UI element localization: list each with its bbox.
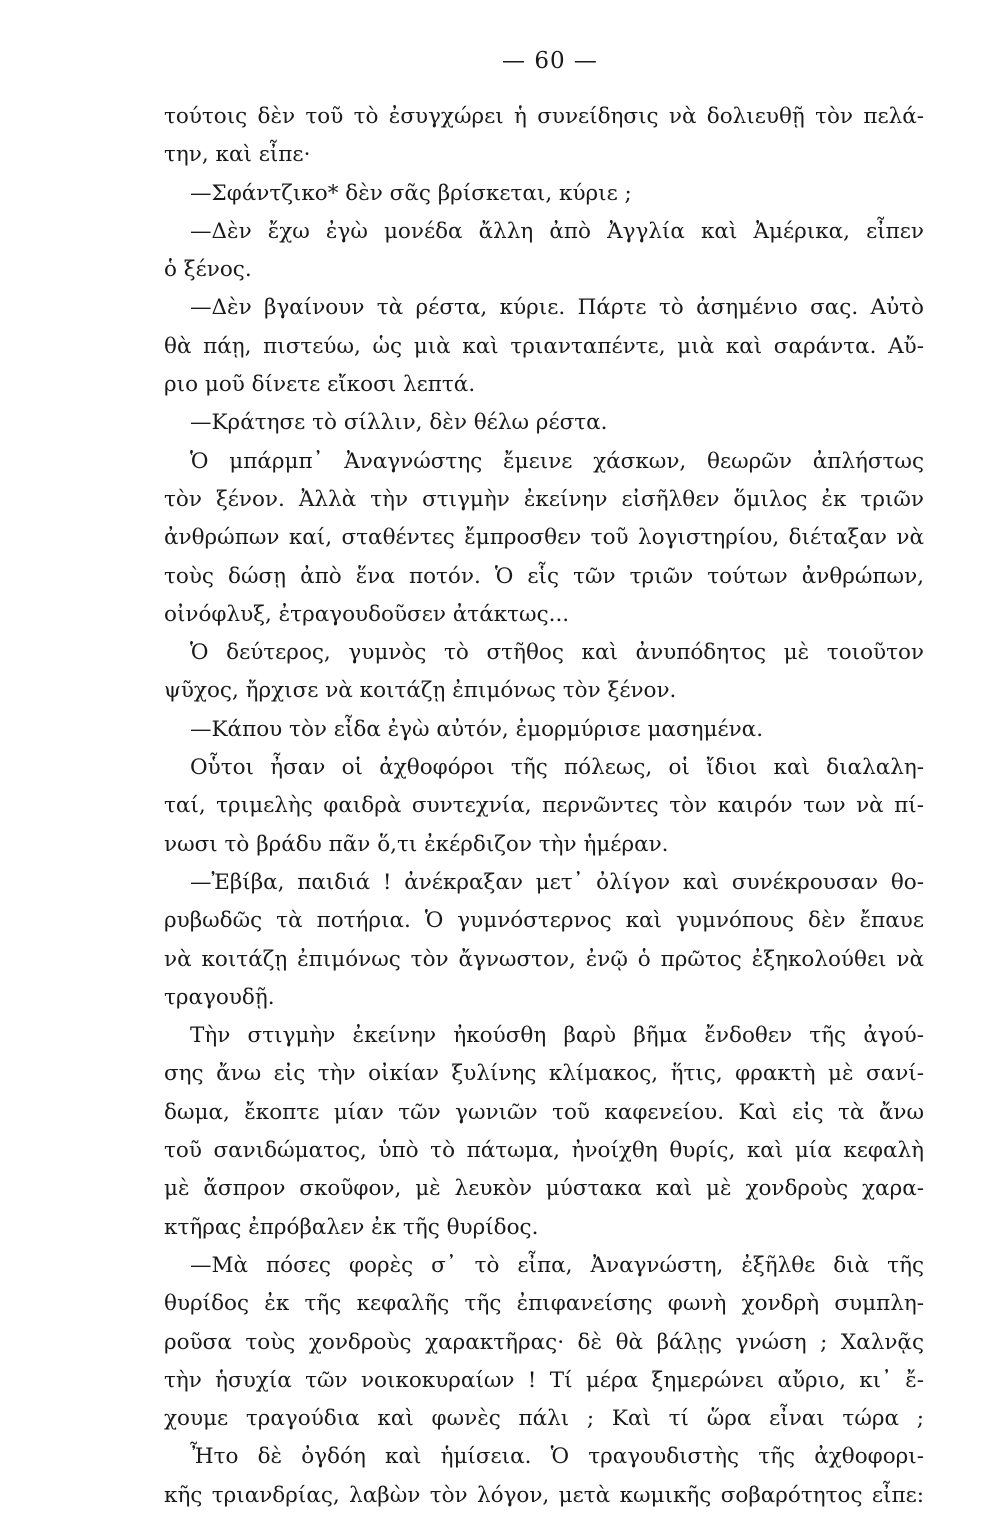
text-line: —Δὲν ἔχω ἐγὼ μονέδα ἄλλη ἀπὸ Ἀγγλία καὶ Ἀμέρικα, εἶπεν — [190, 218, 924, 244]
text-line: —Κάπου τὸν εἶδα ἐγὼ αὐτόν, ἐμορμύρισε μασημένα. — [190, 716, 764, 742]
text-line: Τὴν στιγμὴν ἐκείνην ἠκούσθη βαρὺ βῆμα ἔνδοθεν τῆς ἀγού- — [190, 1023, 924, 1049]
text-line: —Σφάντζικο* δὲν σᾶς βρίσκεται, κύριε ; — [190, 180, 632, 206]
text-line: Ὁ δεύτερος, γυμνὸς τὸ στῆθος καὶ ἀνυπόδητος μὲ τοιοῦτον — [190, 640, 924, 666]
text-line: τὸν ξένον. Ἀλλὰ τὴν στιγμὴν ἐκείνην εἰσῆλθεν ὅμιλος ἐκ τριῶν — [164, 486, 924, 512]
text-line: —Μὰ πόσες φορὲς σ᾽ τὸ εἶπα, Ἀναγνώστη, ἐξῆλθε διὰ τῆς — [190, 1252, 924, 1278]
text-line: Ἦτο δὲ ὀγδόη καὶ ἡμίσεια. Ὁ τραγουδιστὴς τῆς ἀχθοφορι- — [190, 1444, 924, 1470]
text-line: ρυβωδῶς τὰ ποτήρια. Ὁ γυμνόστερνος καὶ γυμνόπους δὲν ἔπαυε — [164, 908, 924, 934]
text-line: ἀνθρώπων καί, σταθέντες ἔμπροσθεν τοῦ λογιστηρίου, διέταξαν νὰ — [164, 525, 924, 551]
text-line: ριο μοῦ δίνετε εἴκοσι λεπτά. — [164, 372, 476, 398]
text-line: θυρίδος ἐκ τῆς κεφαλῆς τῆς ἐπιφανείσης φωνὴ χονδρὴ συμπλη- — [164, 1291, 924, 1317]
text-line: —Δὲν βγαίνουν τὰ ρέστα, κύριε. Πάρτε τὸ ἀσημένιο σας. Αὐτὸ — [190, 295, 924, 321]
text-line: νὰ κοιτάζῃ ἐπιμόνως τὸν ἄγνωστον, ἐνῷ ὁ πρῶτος ἐξηκολούθει νὰ — [164, 946, 924, 972]
text-line: —Ἐβίβα, παιδιά ! ἀνέκραξαν μετ᾽ ὀλίγον καὶ συνέκρουσαν θο- — [190, 869, 924, 895]
text-line: κῆς τριανδρίας, λαβὼν τὸν λόγον, μετὰ κωμικῆς σοβαρότητος εἶπε: — [164, 1482, 924, 1508]
text-line: τοῦ σανιδώματος, ὑπὸ τὸ πάτωμα, ἠνοίχθη θυρίς, καὶ μία κεφαλὴ — [164, 1138, 924, 1164]
text-line: μὲ ἄσπρον σκοῦφον, μὲ λευκὸν μύστακα καὶ μὲ χονδροὺς χαρα- — [164, 1176, 924, 1202]
text-line: θὰ πάῃ, πιστεύω, ὡς μιὰ καὶ τριανταπέντε, μιὰ καὶ σαράντα. Αὔ- — [164, 333, 924, 359]
text-line: νωσι τὸ βράδυ πᾶν ὅ,τι ἐκέρδιζον τὴν ἡμέραν. — [164, 831, 669, 857]
text-line: —Κράτησε τὸ σίλλιν, δὲν θέλω ρέστα. — [190, 410, 608, 436]
body-text — [164, 98, 924, 1515]
text-line: τὴν ἡσυχία τῶν νοικοκυραίων ! Τί μέρα ξημερώνει αὔριο, κι᾽ ἔ- — [164, 1367, 924, 1393]
text-line: Ὁ μπάρμπ᾽ Ἀναγνώστης ἔμεινε χάσκων, θεωρῶν ἀπλήστως — [190, 448, 924, 474]
text-line: τραγουδῇ. — [164, 984, 275, 1010]
text-line: τούτοις δὲν τοῦ τὸ ἐσυγχώρει ἡ συνείδησις νὰ δολιευθῇ τὸν πελά- — [164, 104, 924, 129]
text-line: ψῦχος, ἤρχισε νὰ κοιτάζῃ ἐπιμόνως τὸν ξένον. — [164, 678, 677, 704]
text-line: τοὺς δώσῃ ἀπὸ ἕνα ποτόν. Ὁ εἷς τῶν τριῶν τούτων ἀνθρώπων, — [164, 563, 924, 589]
text-line: την, καὶ εἶπε· — [164, 142, 311, 168]
page-number: — 60 — — [502, 48, 598, 74]
text-line: ταί, τριμελὴς φαιδρὰ συντεχνία, περνῶντες τὸν καιρόν των νὰ πί- — [164, 793, 924, 819]
text-line: κτῆρας ἐπρόβαλεν ἐκ τῆς θυρίδος. — [164, 1214, 539, 1240]
text-line: ροῦσα τοὺς χονδροὺς χαρακτῆρας· δὲ θὰ βάλῃς γνώση ; Χαλνᾷς — [164, 1329, 924, 1355]
text-line: Οὗτοι ἦσαν οἱ ἀχθοφόροι τῆς πόλεως, οἱ ἴδιοι καὶ διαλαλη- — [190, 755, 924, 781]
text-line: χουμε τραγούδια καὶ φωνὲς πάλι ; Καὶ τί ὥρα εἶναι τώρα ; — [164, 1406, 924, 1432]
text-line: σης ἄνω εἰς τὴν οἰκίαν ξυλίνης κλίμακος, ἥτις, φρακτὴ μὲ σανί- — [164, 1061, 924, 1087]
text-line: οἰνόφλυξ, ἐτραγουδοῦσεν ἀτάκτως... — [164, 601, 570, 627]
text-line: δωμα, ἔκοπτε μίαν τῶν γωνιῶν τοῦ καφενείου. Καὶ εἰς τὰ ἄνω — [164, 1099, 924, 1125]
text-line: ὁ ξένος. — [164, 257, 252, 283]
